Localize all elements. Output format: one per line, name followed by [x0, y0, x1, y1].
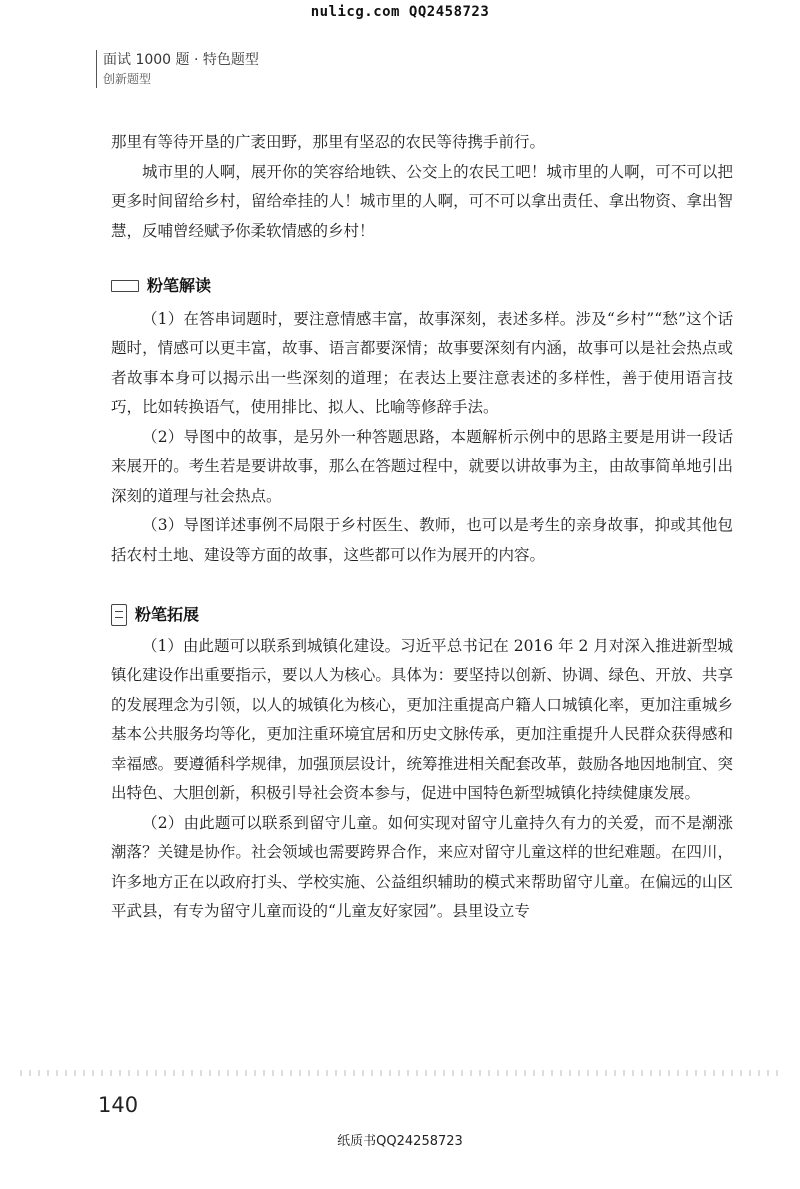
book-title: 面试 1000 题 · 特色题型 [103, 52, 259, 68]
tuozhan-paragraph-2: （2）由此题可以联系到留守儿童。如何实现对留守儿童持久有力的关爱，而不是潮涨潮落？关键是协作。社会领域也需要跨界合作，来应对留守儿童这样的世纪难题。在四川，许多地方正在以政府打头、学校实施、公益组织辅助的模式来帮助留守儿童。在偏远的山区平武县，有专为留守儿童而设的“儿童友好家园”。县里设立专 [111, 813, 733, 920]
section-heading-tuozhan [111, 600, 733, 630]
section-title-tuozhan: 粉笔拓展 [135, 605, 200, 624]
running-head [96, 50, 259, 88]
document-icon [111, 604, 127, 626]
page-number: 140 [98, 1093, 139, 1117]
jiedu-paragraph-1: （1）在答串词题时，要注意情感丰富，故事深刻，表述多样。涉及“乡村”“愁”这个话题时，情感可以更丰富，故事、语言都要深情；故事要深刻有内涵，故事可以是社会热点或者故事本身可以揭示出一些深刻的道理；在表达上要注意表述的多样性，善于使用语言技巧，比如转换语气，使用排比、拟人、比喻等修辞手法。 [111, 309, 733, 416]
jiedu-paragraph-3: （3）导图详述事例不局限于乡村医生、教师，也可以是考生的亲身故事，抑或其他包括农村土地、建设等方面的故事，这些都可以作为展开的内容。 [111, 516, 733, 564]
bottom-watermark: 纸质书QQ24258723 [337, 1134, 463, 1149]
section-title-jiedu: 粉笔解读 [147, 276, 212, 295]
chapter-subtitle: 创新题型 [103, 72, 152, 86]
tuozhan-paragraph-1: （1）由此题可以联系到城镇化建设。习近平总书记在 2016 年 2 月对深入推进新型城镇化建设作出重要指示，要以人为核心。具体为：要坚持以创新、协调、绿色、开放、共享的发展理念为引领，以人的城镇化为核心，更加注重提高户籍人口城镇化率，更加注重城乡基本公共服务均等化，更加注重环境宜居和历史文脉传承，更加注重提升人民群众获得感和幸福感。要遵循科学规律，加强顶层设计，统筹推进相关配套改革，鼓励各地因地制宜、突出特色、大胆创新，积极引导社会资本参与，促进中国特色新型城镇化持续健康发展。 [111, 636, 733, 802]
jiedu-paragraph-2: （2）导图中的故事，是另外一种答题思路，本题解析示例中的思路主要是用讲一段话来展开的。考生若是要讲故事，那么在答题过程中，就要以讲故事为主，由故事简单地引出深刻的道理与社会热点。 [111, 427, 733, 505]
intro-paragraph-1: 那里有等待开垦的广袤田野，那里有坚忍的农民等待携手前行。 [111, 133, 546, 151]
intro-paragraph-2: 城市里的人啊，展开你的笑容给地铁、公交上的农民工吧！城市里的人啊，可不可以把更多时间留给乡村，留给牵挂的人！城市里的人啊，可不可以拿出责任、拿出物资、拿出智慧，反哺曾经赋予你柔软情感的乡村！ [111, 162, 733, 240]
top-watermark: nulicg.com QQ2458723 [310, 4, 490, 20]
box-icon [111, 280, 139, 292]
section-heading-jiedu [111, 271, 733, 301]
page-body [111, 128, 733, 927]
scan-noise-line [20, 1070, 780, 1076]
